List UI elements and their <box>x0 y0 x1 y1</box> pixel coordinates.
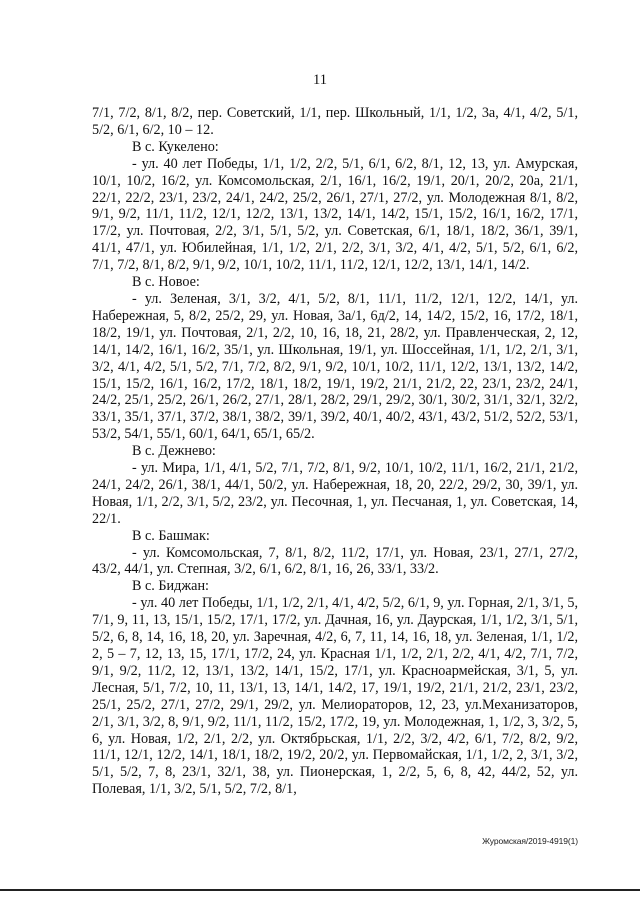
village-heading-dezhnevo: В с. Дежнево: <box>132 443 216 460</box>
village-heading-bashmak: В с. Башмак: <box>132 527 210 544</box>
document-body <box>92 105 578 798</box>
village-heading-bidzhan: В с. Биджан: <box>132 578 209 595</box>
address-list-bidzhan: - ул. 40 лет Победы, 1/1, 1/2, 2/1, 4/1, 4/2, 5/2, 6/1, 9, ул. Горная, 2/1, 3/1, 5, 7/1, 9, 11, 13, 15/1, 15/2, 17/1, 17/2, ул. Дачная, 16, ул. Даурская, 1/1, 1/2, 3/1, 5/1, 5/2, 6, 8, 14, 16, 18, 20, ул. Заречная, 4/2, 6, 7, 11, 14, 16, 18, ул. Зеленая, 1/1, 1/2, 2, 5 – 7, 12, 13, 15, 17/1, 17/2, 24, ул. Красная 1/1, 1/2, 2/1, 2/2, 4/1, 4/2, 7/1, 7/2, 9/1, 9/2, 11/2, 12, 13/1, 13/2, 14/1, 15/2, 17/1, ул. Красноармейская, 3/1, 5, ул. Лесная, 5/1, 7/2, 10, 11, 13/1, 13, 14/1, 14/2, 17, 19/1, 19/2, 21/1, 21/2, 23/1, 23/2, 25/1, 25/2, 27/1, 27/2, 29/1, 29/2, ул. Мелиораторов, 12, 23, ул.Механизаторов, 2/1, 3/1, 3/2, 8, 9/1, 9/2, 11/1, 11/2, 15/2, 17/2, 19, ул. Молодежная, 1, 1/2, 3, 3/2, 5, 6, ул. Новая, 1/2, 2/1, 2/2, ул. Октябрьская, 1/1, 2/2, 3/2, 4/2, 6/1, 7/2, 8/2, 9/2, 11/1, 12/1, 12/2, 14/1, 18/1, 18/2, 19/2, 20/2, ул. Первомайская, 1/1, 1/2, 2, 3/1, 3/2, 5/1, 5/2, 7, 8, 23/1, 32/1, 38, ул. Пионерская, 1, 2/2, 5, 6, 8, 42, 44/2, 52, ул. Полевая, 1/1, 3/2, 5/1, 5/2, 7/2, 8/1, <box>92 595 578 798</box>
village-heading-novoe: В с. Новое: <box>132 274 200 291</box>
page-number: 11 <box>313 72 327 88</box>
address-list-dezhnevo: - ул. Мира, 1/1, 4/1, 5/2, 7/1, 7/2, 8/1, 9/2, 10/1, 10/2, 11/1, 16/2, 21/1, 21/2, 24/1, 24/2, 26/1, 38/1, 44/1, 50/2, ул. Набережная, 18, 20, 22/2, 29/2, 30, 39/1, ул. Новая, 1/1, 2/2, 3/1, 5/2, 23/2, ул. Песочная, 1, ул. Песчаная, 1, ул. Советская, 14, 22/1. <box>92 460 578 527</box>
address-list-bashmak: - ул. Комсомольская, 7, 8/1, 8/2, 11/2, 17/1, ул. Новая, 23/1, 27/1, 27/2, 43/2, 44/1, ул. Степная, 3/2, 6/1, 6/2, 8/1, 16, 26, 33/1, 33/2. <box>92 544 578 578</box>
village-heading-kukeleno: В с. Кукелено: <box>132 138 219 155</box>
paragraph-continuation: 7/1, 7/2, 8/1, 8/2, пер. Советский, 1/1, пер. Школьный, 1/1, 1/2, 3а, 4/1, 4/2, 5/1, 5/2, 6/1, 6/2, 10 – 12. <box>92 105 578 138</box>
document-registry-code: Журомская/2019-4919(1) <box>482 836 578 846</box>
address-list-kukeleno: - ул. 40 лет Победы, 1/1, 1/2, 2/2, 5/1, 6/1, 6/2, 8/1, 12, 13, ул. Амурская, 10/1, 10/2, 16/2, ул. Комсомольская, 2/1, 16/1, 16/2, 19/1, 20/1, 20/2, 20а, 21/1, 22/1, 22/2, 23/1, 23/2, 24/1, 24/2, 25/2, 26/1, 27/1, 27/2, ул. Молодежная 8/1, 8/2, 9/1, 9/2, 11/1, 11/2, 12/1, 12/2, 13/1, 13/2, 14/1, 14/2, 15/1, 15/2, 16/1, 16/2, 17/1, 17/2, ул. Почтовая, 2/2, 3/1, 5/1, 5/2, ул. Советская, 6/1, 18/1, 18/2, 36/1, 39/1, 41/1, 47/1, ул. Юбилейная, 1/1, 1/2, 2/1, 2/2, 3/1, 3/2, 4/1, 4/2, 5/1, 5/2, 6/1, 6/2, 7/1, 7/2, 8/1, 8/2, 9/1, 9/2, 10/1, 10/2, 11/1, 11/2, 12/1, 12/2, 13/1, 14/1, 14/2. <box>92 155 578 274</box>
address-list-novoe: - ул. Зеленая, 3/1, 3/2, 4/1, 5/2, 8/1, 11/1, 11/2, 12/1, 12/2, 14/1, ул. Набережная, 5, 8/2, 25/2, 29, ул. Новая, 3а/1, 6д/2, 14, 14/2, 15/2, 16, 17/2, 18/1, 18/2, 19/1, ул. Почтовая, 2/1, 2/2, 10, 16, 18, 21, 28/2, ул. Правленческая, 2, 12, 14/1, 14/2, 16/1, 16/2, 35/1, ул. Школьная, 19/1, ул. Шоссейная, 1/1, 1/2, 2/1, 3/1, 3/2, 4/1, 4/2, 5/1, 5/2, 7/1, 7/2, 8/2, 9/1, 9/2, 10/1, 10/2, 11/1, 12/2, 13/1, 13/2, 14/2, 15/1, 15/2, 16/1, 16/2, 17/2, 18/1, 18/2, 19/1, 19/2, 21/1, 21/2, 22, 23/1, 23/2, 24/1, 24/2, 25/1, 25/2, 26/1, 26/2, 27/1, 28/1, 28/2, 29/1, 29/2, 30/1, 30/2, 31/1, 32/1, 32/2, 33/1, 35/1, 37/1, 37/2, 38/1, 38/2, 39/1, 39/2, 40/1, 40/2, 43/1, 43/2, 51/2, 52/2, 53/1, 53/2, 54/1, 55/1, 60/1, 64/1, 65/1, 65/2. <box>92 290 578 443</box>
page-bottom-rule <box>0 889 640 891</box>
